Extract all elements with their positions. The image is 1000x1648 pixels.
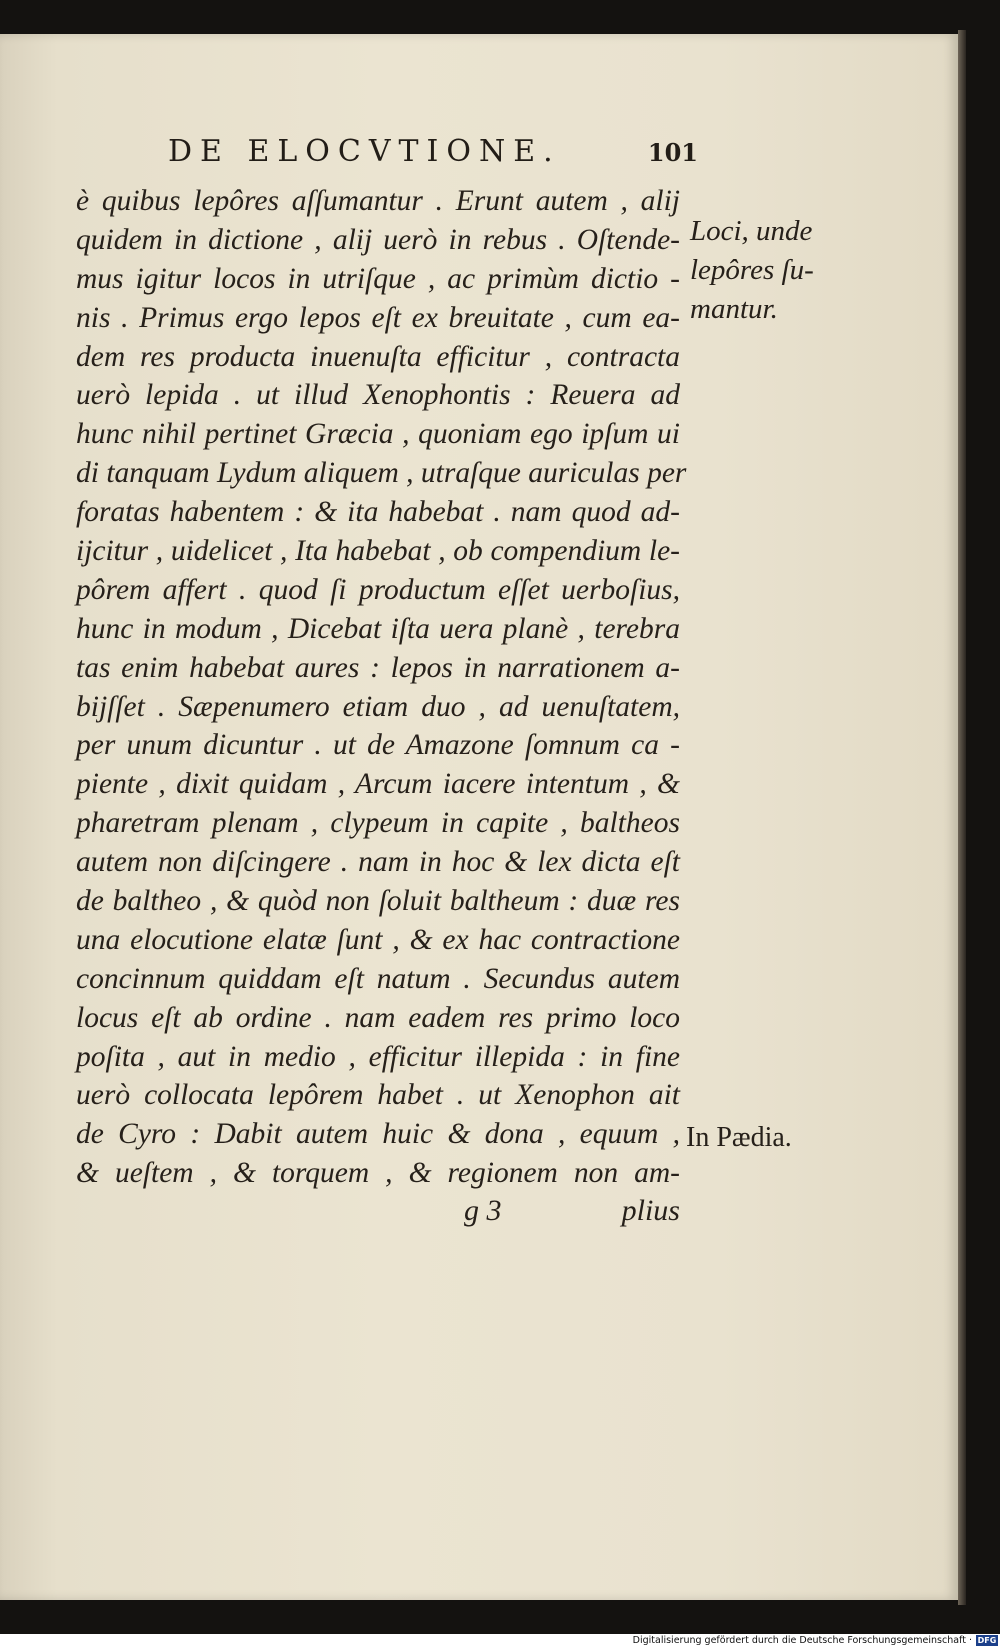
dfg-logo[interactable]: DFG [977,1636,997,1645]
text-line: uerò lepida . ut illud Xenophontis : Reuera ad [76,379,680,412]
marginal-note-line: lepôres ſu- [690,253,814,286]
running-title: DE ELOCVTIONE. [168,134,561,169]
text-line: & ueſtem , & torquem , & regionem non am- [76,1157,680,1190]
text-line: pharetram plenam , clypeum in capite , baltheos [76,807,680,840]
text-line: pôrem affert . quod ſi productum eſſet uerboſius, [76,573,680,606]
text-line: autem non diſcingere . nam in hoc & lex dicta eſt [76,846,680,879]
text-line: nis . Primus ergo lepos eſt ex breuitate , cum ea- [76,301,680,334]
page-footer [250,1194,680,1234]
text-line: poſita , aut in medio , efficitur illepida : in fine [76,1040,680,1073]
text-line: locus eſt ab ordine . nam eadem res primo loco [76,1001,680,1034]
main-text-block [76,182,687,1193]
text-line: mus igitur locos in utriſque , ac primùm dictio - [76,262,680,295]
text-line: de baltheo , & quòd non ſoluit baltheum : duæ res [76,885,680,918]
text-line: è quibus lepôres aſſumantur . Erunt autem , alij [76,185,680,217]
text-line: ijcitur , uidelicet , Ita habebat , ob compendium le- [76,535,680,568]
marginal-note-line: mantur. [690,292,778,325]
page-edge-shadow [958,30,966,1605]
text-line: uerò collocata lepôrem habet . ut Xenophon ait [76,1079,680,1112]
text-line: foratas habentem : & ita habebat . nam quod ad- [76,496,680,529]
marginal-note-line: Loci, unde [690,215,813,247]
text-line: piente , dixit quidam , Arcum iacere intentum , & [76,768,680,801]
text-line: dem res producta inuenuſta efficitur , contracta [76,340,680,373]
text-line: quidem in dictione , alij uerò in rebus . Oſtende- [76,223,680,256]
text-line: bijſſet . Sæpenumero etiam duo , ad uenuſtatem, [76,690,680,723]
text-line: hunc in modum , Dicebat iſta uera planè , terebra [76,612,680,645]
text-line: tas enim habebat aures : lepos in narrationem a- [76,651,680,684]
signature-mark: g 3 [464,1194,502,1227]
marginal-note-paedia: In Pædia. [686,1122,792,1153]
catchword: plius [621,1194,680,1227]
credit-text: Digitalisierung gefördert durch die Deutsche Forschungsgemeinschaft · [632,1635,972,1646]
page-number: 101 [647,138,698,167]
running-head [168,134,698,184]
text-line: hunc nihil pertinet Græcia , quoniam ego ipſum ui [76,418,680,451]
text-line: per unum dicuntur . ut de Amazone ſomnum ca - [76,729,680,762]
text-line: una elocutione elatæ ſunt , & ex hac contractione [76,923,680,956]
digitization-credit-bar [0,1634,1000,1648]
marginal-note-loci [690,212,850,329]
text-line: di tanquam Lydum aliquem , utraſque auriculas per [76,457,687,490]
text-line: concinnum quiddam eſt natum . Secundus autem [76,962,680,995]
book-page [0,34,958,1600]
text-line: de Cyro : Dabit autem huic & dona , equum , [76,1118,680,1151]
